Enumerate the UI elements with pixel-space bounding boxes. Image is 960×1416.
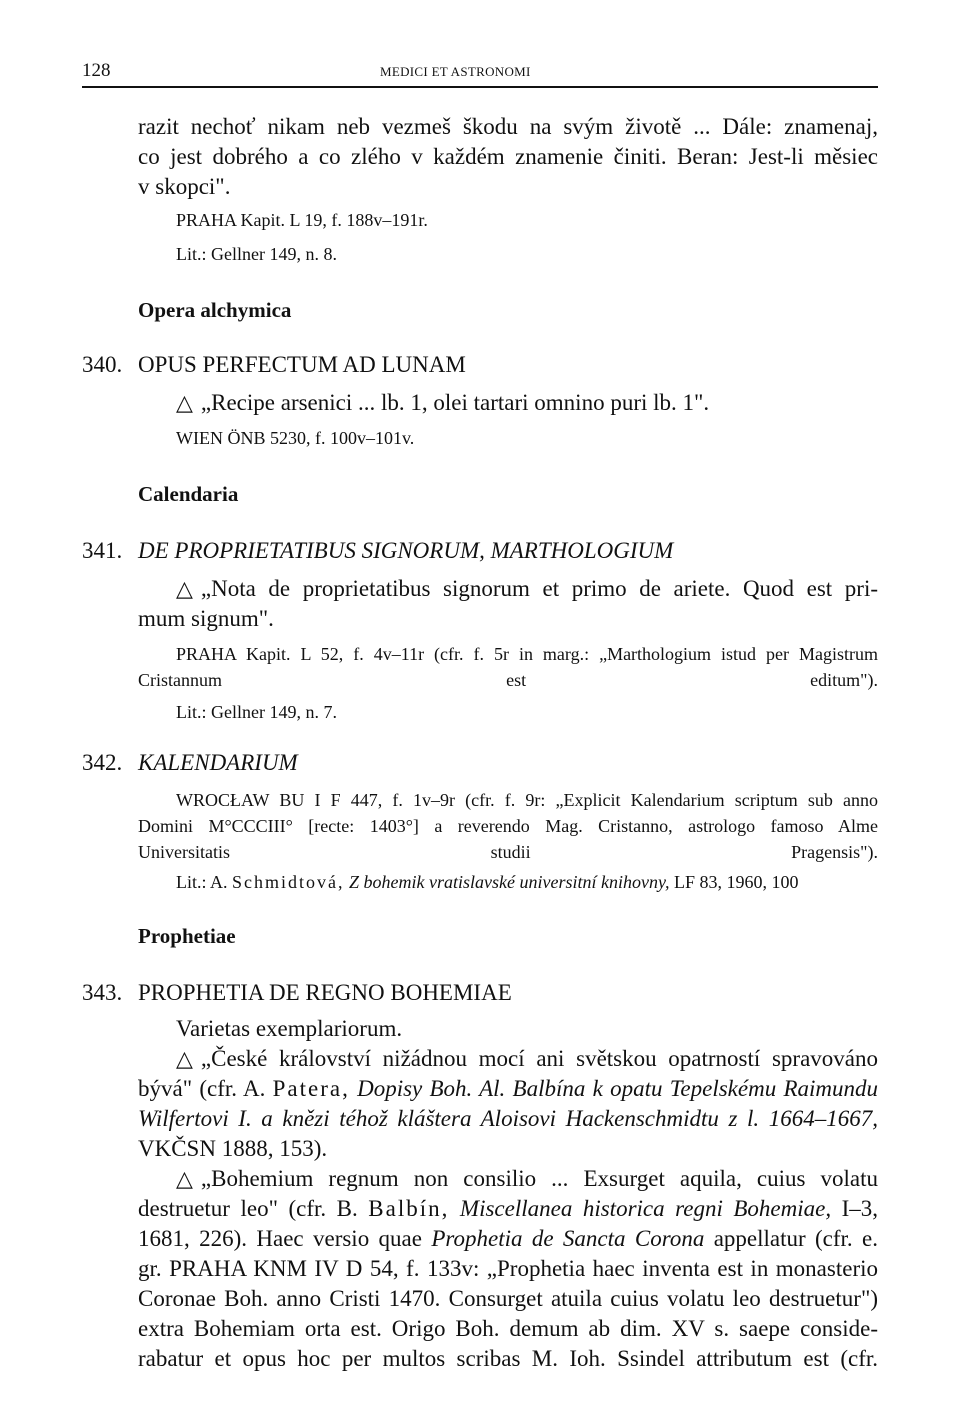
incipit	[176, 1046, 878, 1072]
text-line: rabatur et opus hoc per multos scribas M. Ioh. Ssindel attributum est (cfr.	[138, 1346, 878, 1371]
entry-number: 341.	[82, 538, 123, 563]
text-line: VKČSN 1888, 153).	[138, 1136, 328, 1161]
text-line: extra Bohemiam orta est. Origo Boh. demum ab dim. XV s. saepe conside-	[138, 1316, 878, 1341]
text-line	[138, 1196, 878, 1222]
literature-reference: Lit.: Gellner 149, n. 8.	[176, 244, 337, 264]
text-line	[138, 1076, 878, 1102]
incipit	[176, 390, 916, 416]
text-line: Varietas exemplariorum.	[176, 1016, 403, 1041]
manuscript-reference: WROCŁAW BU I F 447, f. 1v–9r (cfr. f. 9r: „Explicit Kalendarium scriptum sub anno	[176, 790, 878, 810]
entry-title: PROPHETIA DE REGNO BOHEMIAE	[138, 980, 512, 1005]
incipit-text: „České království nižádnou mocí ani světskou opatrností spravováno	[200, 1046, 878, 1071]
text-line: v skopci".	[138, 174, 231, 199]
incipit-text: „Recipe arsenici ... lb. 1, olei tartari omnino puri lb. 1".	[200, 390, 710, 415]
section-heading: Opera alchymica	[138, 298, 292, 322]
manuscript-reference: PRAHA Kapit. L 52, f. 4v–11r (cfr. f. 5r in marg.: „Marthologium istud per Magistrum	[176, 644, 878, 664]
entry-title: KALENDARIUM	[138, 750, 298, 775]
lit-title: Z bohemik vratislavské universitní knihovny,	[349, 872, 670, 892]
work-title: Miscellanea historica regni Bohemiae,	[459, 1196, 832, 1221]
entry-number: 343.	[82, 980, 123, 1005]
work-title: Dopisy Boh. Al. Balbína k opatu Tepelskému Raimundu	[357, 1076, 878, 1101]
running-title: MEDICI ET ASTRONOMI	[380, 64, 531, 79]
text-span: 1681, 226). Haec versio quae	[138, 1226, 422, 1251]
text-span: bývá" (cfr. A.	[138, 1076, 266, 1101]
page-number: 128	[82, 60, 111, 81]
entry-title: DE PROPRIETATIBUS SIGNORUM, MARTHOLOGIUM	[138, 538, 674, 563]
text-line: razit nechoť nikam neb vezmeš škodu na svým životě ... Dále: znamenaj,	[138, 114, 878, 139]
manuscript-reference: WIEN ÖNB 5230, f. 100v–101v.	[176, 428, 415, 448]
text-line: gr. PRAHA KNM IV D 54, f. 133v: „Prophetia haec inventa est in monasterio	[138, 1256, 878, 1281]
entry-343-heading	[82, 980, 512, 1006]
literature-reference	[176, 872, 916, 893]
triangle-icon: △	[176, 1046, 193, 1071]
text-line	[138, 1226, 878, 1252]
incipit-text: „Nota de proprietatibus signorum et primo de ariete. Quod est pri-	[200, 576, 878, 601]
entry-340-heading	[82, 352, 466, 378]
lit-source: LF 83, 1960, 100	[673, 872, 799, 892]
work-title: Wilfertovi I. a knězi téhož kláštera Aloisovi Hackenschmidtu z l. 1664–1667,	[138, 1106, 878, 1131]
entry-title: OPUS PERFECTUM AD LUNAM	[138, 352, 466, 377]
incipit-text: „Bohemium regnum non consilio ... Exsurget aquila, cuius volatu	[200, 1166, 878, 1191]
manuscript-reference: Universitatis studii Pragensis").	[138, 842, 878, 862]
header-rule	[82, 86, 878, 88]
triangle-icon: △	[176, 1166, 193, 1191]
section-heading: Prophetiae	[138, 924, 236, 948]
text-line: co jest dobrého a co zlého v každém znamenie činiti. Beran: Jest-li měsiec	[138, 144, 878, 169]
incipit	[176, 1166, 878, 1192]
text-line: mum signum".	[138, 606, 274, 631]
entry-342-heading	[82, 750, 298, 776]
entry-number: 340.	[82, 352, 123, 377]
entry-341-heading	[82, 538, 673, 564]
text-span: I–3,	[841, 1196, 879, 1221]
lit-author: Schmidtová,	[232, 872, 345, 892]
manuscript-reference: PRAHA Kapit. L 19, f. 188v–191r.	[176, 210, 428, 230]
text-line	[138, 1106, 878, 1132]
entry-number: 342.	[82, 750, 123, 775]
text-line: Coronae Boh. anno Cristi 1470. Consurget atuila cuius volatu leo destruetur")	[138, 1286, 878, 1311]
literature-reference: Lit.: Gellner 149, n. 7.	[176, 702, 337, 722]
triangle-icon: △	[176, 576, 193, 601]
incipit	[176, 576, 878, 602]
manuscript-reference: Cristannum est editum").	[138, 670, 878, 690]
lit-label: Lit.: A.	[176, 872, 228, 892]
manuscript-reference: Domini M°CCCIII° [recte: 1403°] a reverendo Mag. Cristanno, astrologo famoso Alme	[138, 816, 878, 836]
text-span: appellatur (cfr. e.	[713, 1226, 879, 1251]
author-name: Patera,	[272, 1076, 350, 1101]
triangle-icon: △	[176, 390, 193, 415]
section-heading: Calendaria	[138, 482, 239, 506]
text-span: destruetur leo" (cfr. B.	[138, 1196, 358, 1221]
author-name: Balbín,	[368, 1196, 450, 1221]
work-title: Prophetia de Sancta Corona	[431, 1226, 705, 1251]
